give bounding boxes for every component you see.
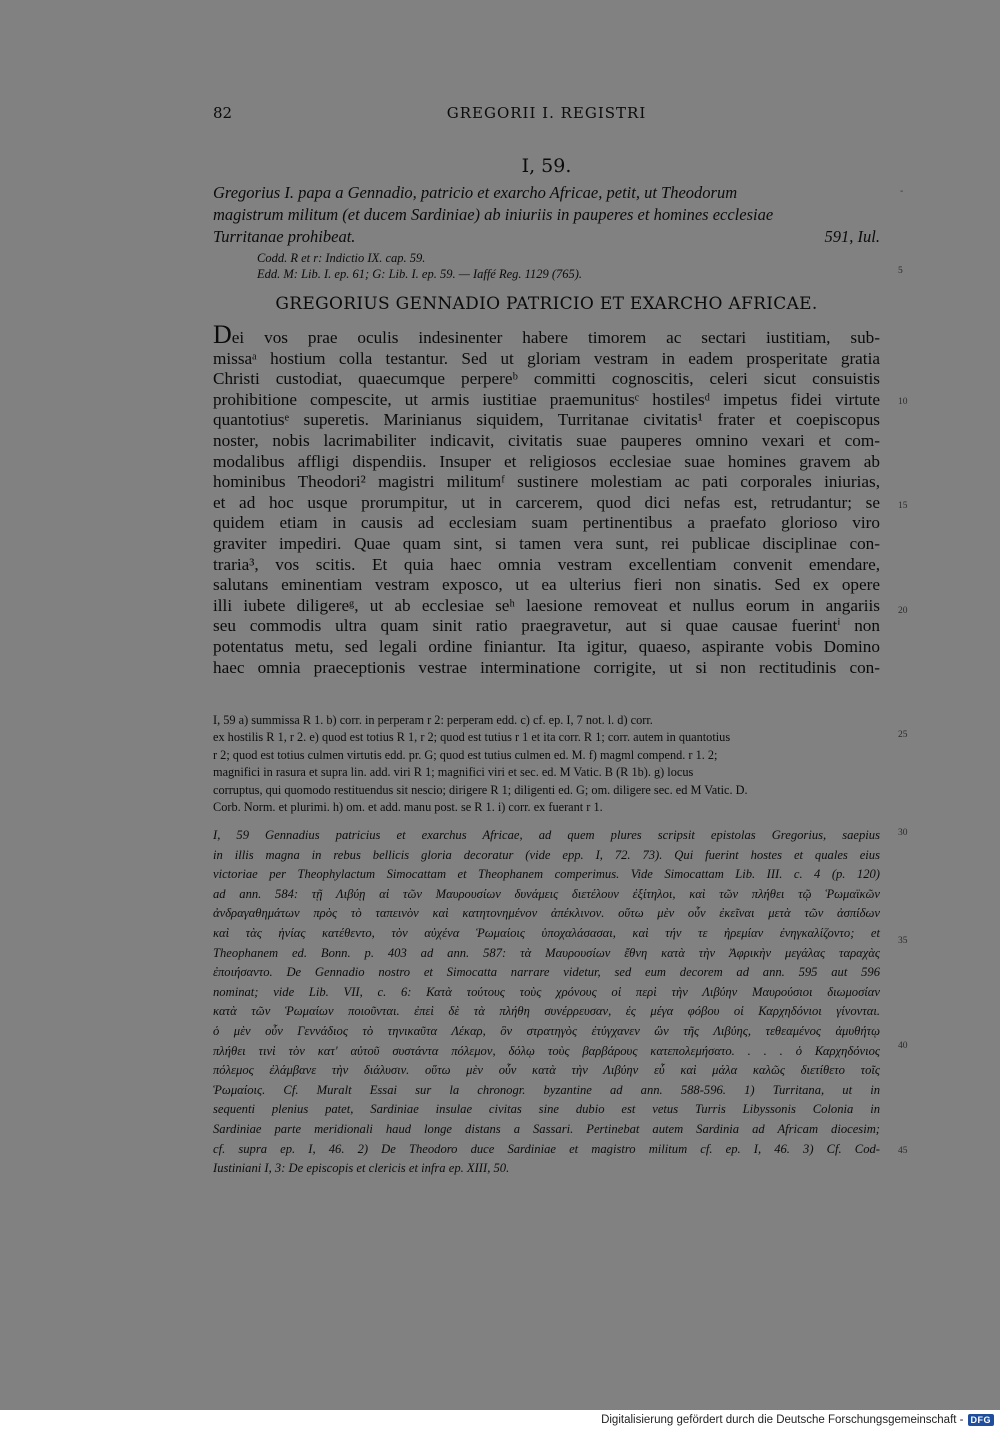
editions-line: Edd. M: Lib. I. ep. 61; G: Lib. I. ep. 59. — Iaffé Reg. 1129 (765). [257, 267, 583, 281]
apparatus-line: corruptus, qui quomodo restituendus sit nescio; dirigere R 1; diligenti ed. G; om. diligere sec. ed M Vatic. D. [213, 782, 748, 797]
commentary-line: ἐποιήσαντο. De Gennadio nostro et Simocatta narrare videtur, sed eum decorem ad ann. 595 aut 596 [213, 965, 880, 980]
letter-summary [213, 182, 880, 248]
summary-last-line [213, 226, 880, 248]
line-number: 30 [898, 828, 908, 838]
line-number: 45 [898, 1146, 908, 1156]
commentary-notes [213, 826, 880, 1179]
commentary-line: I, 59 Gennadius patricius et exarchus Africae, ad quem plures scripsit epistolas Gregorius, saepius [213, 828, 880, 842]
body-line: seu commodis ultra quam sinit ratio praegravetur, aut si quae causae fuerintⁱ non [213, 616, 880, 636]
critical-apparatus [213, 712, 880, 816]
commentary-line: in illis magna in rebus bellicis gloria decoratur (vide epp. I, 72. 73). Qui fuerint hostes et quales eius [213, 847, 880, 862]
summary-line: Gregorius I. papa a Gennadio, patricio et exarcho Africae, petit, ut Theodorum [213, 183, 738, 202]
apparatus-line: r 2; quod est totius culmen virtutis edd. pr. G; quod est tutius culmen ed. M. f) magml compend. r 1. 2; [213, 747, 718, 762]
margin-tick: - [900, 186, 904, 197]
body-line: Christi custodiat, quaecumque perpereᵇ committi cognoscitis, celeri sicut consuistis [213, 369, 880, 389]
summary-line: Turritanae prohibeat. [213, 227, 356, 246]
body-line-text: ei vos prae oculis indesinenter habere timorem ac sectari iustitiam, sub- [231, 328, 880, 347]
manuscript-info [257, 250, 877, 282]
apparatus-line: magnifici in rasura et supra lin. add. viri R 1; magnifici viri et sec. ed. M Vatic. B (R 1b). g) locus [213, 765, 694, 780]
body-line: haec omnia praeceptionis vestrae interminatione corrigite, ut si non rectitudinis con- [213, 657, 880, 677]
letter-body [213, 320, 880, 678]
body-line: traria³, vos scitis. Et quia haec omnia vestram excellentiam convenit emendare, [213, 554, 880, 574]
body-line: hominibus Theodori² magistri militumᶠ sustinere molestiam ac pati corporales iniurias, [213, 472, 880, 492]
commentary-line: πλήθει τινὶ τὸν κατ' αὐτοῦ συστάντα πόλεμον, δόλῳ τοὺς βαρβάρους κατεπολεμήσατο. . . . ὁ Καρχηδόνιος [213, 1043, 880, 1058]
footer-bar [0, 1410, 1000, 1430]
commentary-line: ad ann. 584: τῇ Λιβύῃ αἱ τῶν Μαυρουσίων δυνάμεις διετέλουν ἐξίτηλοι, καὶ τῶν πλήθει τῷ Ῥωμαϊκῶν [213, 886, 880, 901]
codices-line: Codd. R et r: Indictio IX. cap. 59. [257, 251, 426, 265]
commentary-line: κατὰ τῶν Ῥωμαίων ποιοῦνται. ἐπεὶ δὲ τὰ πλήθη συνέρρευσαν, ἐς μέγα φόβου οἱ Καρχηδόνιοι γίνονται. [213, 1004, 880, 1019]
line-number: 10 [898, 397, 908, 407]
dfg-logo[interactable]: DFG [968, 1414, 995, 1426]
commentary-line: Theophanem ed. Bonn. p. 403 ad ann. 587: τὰ Μαυρουσίων ἔθνη κατὰ τὴν Ἀφρικὴν μεγάλας ταραχὰς [213, 945, 880, 960]
body-line: missaᵃ hostium colla testantur. Sed ut gloriam vestram in eadem prosperitate gratia [213, 348, 880, 368]
drop-cap: D [213, 320, 232, 349]
body-line: graviter impediri. Quae quam sint, si tamen vera sunt, rei publicae disciplinae con- [213, 533, 880, 553]
line-number: 40 [898, 1041, 908, 1051]
body-line [213, 320, 880, 349]
body-line: illi iubete diligereᵍ, ut ab ecclesiae seʰ laesione removeat et nullus eorum in angariis [213, 595, 880, 615]
commentary-line: victoriae per Theophylactum Simocattam et Theophanem comperimus. Vide Simocattam Lib. III. c. 4 (p. 120) [213, 867, 880, 882]
body-line: salutans eminentiam vestram exposco, ut ea ulterius fieri non sinatis. Sed ex opere [213, 575, 880, 595]
commentary-line: sequenti plenius patet, Sardiniae insulae civitas sine dubio est vetus Turris Libyssonis Colonia in [213, 1102, 880, 1117]
running-title: GREGORII I. REGISTRI [446, 104, 647, 122]
commentary-line: cf. supra ep. I, 46. 2) De Theodoro duce Sardiniae et magistro militum cf. ep. I, 46. 3) Cf. Cod- [213, 1141, 880, 1156]
commentary-line: καὶ τὰς ἡνίας κατέθεντο, τὸν αὐχένα Ῥωμαίοις ὑποχαλάσασαι, καὶ τήν τε ἠρεμίαν ἐνηγκαλίζοντο; et [213, 925, 880, 940]
commentary-line: Iustiniani I, 3: De episcopis et clericis et infra ep. XIII, 50. [213, 1161, 510, 1176]
body-line: quidem etiam in causis ad ecclesiam suam pertinentibus a praefato glorioso viro [213, 513, 880, 533]
body-line: prohibitione compescite, ut armis iustitiae praemunitusᶜ hostilesᵈ impetus fidei virtute [213, 389, 880, 409]
salutation-heading: GREGORIUS GENNADIO PATRICIO ET EXARCHO AFRICAE. [275, 294, 818, 314]
apparatus-line: Corb. Norm. et plurimi. h) om. et add. manu post. se R 1. i) corr. ex fuerant r 1. [213, 800, 603, 815]
body-line: potentatus metu, sed legali ordine finiantur. Ita igitur, quaeso, aspirante vobis Domino [213, 636, 880, 656]
body-line: et ad hoc usque prorumpitur, ut in carcerem, quod dici nefas est, retrudantur; se [213, 492, 880, 512]
letter-number: I, 59. [521, 155, 572, 177]
funding-notice: Digitalisierung gefördert durch die Deutsche Forschungsgemeinschaft - [601, 1414, 964, 1426]
page-number: 82 [213, 104, 233, 122]
apparatus-line: ex hostilis R 1, r 2. e) quod est totius R 1, r 2; quod est tutius r 1 et ita corr. R 1; corr. autem in quantotius [213, 730, 731, 745]
line-number: 5 [898, 266, 903, 276]
line-number: 25 [898, 730, 908, 740]
commentary-line: πόλεμος ἐλάμβανε τὴν διάλυσιν. οὕτω μὲν οὖν κατὰ τὴν Λιβύην εὖ καὶ μάλα καλῶς διετίθετο τοῖς [213, 1063, 880, 1078]
apparatus-line: I, 59 a) summissa R 1. b) corr. in perperam r 2: perperam edd. c) cf. ep. I, 7 not. l. d) corr. [213, 713, 653, 727]
body-line: quantotiusᵉ superetis. Marinianus siquidem, Turritanae civitatis¹ frater et coepiscopus [213, 410, 880, 430]
line-number: 15 [898, 501, 908, 511]
letter-date: 591, Iul. [824, 227, 880, 246]
body-line: modalibus affligi dispendiis. Insuper et religiosos ecclesiae suae homines gravem ab [213, 451, 880, 471]
line-number: 20 [898, 606, 908, 616]
commentary-line: ὁ μὲν οὖν Γεννάδιος τὸ τηνικαῦτα Λέκαρ, ὃν στρατηγὸς ἐτύγχανεν ὢν τῆς Λιβύης, τεθεαμένος ἀμυθήτῳ [213, 1023, 880, 1038]
commentary-line: nominat; vide Lib. VII, c. 6: Κατὰ τούτους τοὺς χρόνους οἱ περὶ τὴν Λιβύην Μαυρούσιοι διωμοσίαν [213, 984, 880, 999]
line-number: 35 [898, 936, 908, 946]
commentary-line: Sardiniae parte meridionali haud longe distans a Sassari. Pertinebat autem Sardinia ad Africam diocesim; [213, 1121, 880, 1136]
commentary-line: ἀνδραγαθημάτων πρὸς τὸ ταπεινὸν καὶ κατητονημένον ἀπέκλινον. οὕτω μὲν οὖν ἐκεῖναι μετὰ τῶν ἀσπίδων [213, 906, 880, 921]
commentary-line: Ῥωμαίοις. Cf. Muralt Essai sur la chronogr. byzantine ad ann. 588-596. 1) Turritana, ut in [213, 1082, 880, 1097]
summary-line: magistrum militum (et ducem Sardiniae) ab iniuriis in pauperes et homines ecclesiae [213, 205, 774, 224]
body-line: noster, nobis lacrimabiliter indicavit, civitatis suae pauperes omnino vexari et com- [213, 430, 880, 450]
